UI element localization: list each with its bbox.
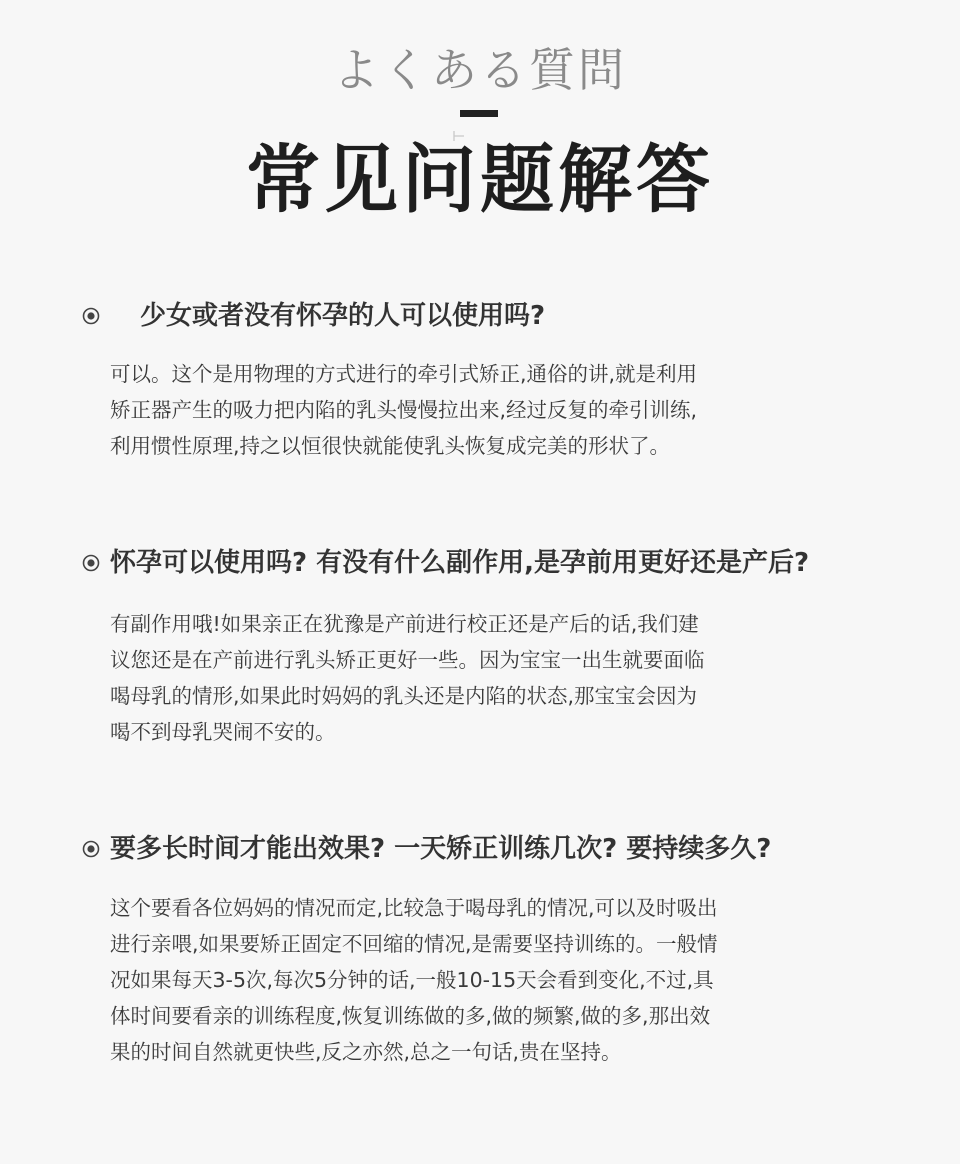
faq-question-text: 少女或者没有怀孕的人可以使用吗?: [140, 301, 546, 331]
faq-answer-3: [110, 890, 810, 1070]
faq-answer-2: [110, 606, 810, 750]
answer-line: 矫正器产生的吸力把内陷的乳头慢慢拉出来,经过反复的牵引训练,: [110, 398, 698, 422]
answer-line: 利用惯性原理,持之以恒很快就能使乳头恢复成完美的形状了。: [110, 434, 671, 458]
answer-line: 况如果每天3-5次,每次5分钟的话,一般10-15天会看到变化,不过,具: [110, 968, 714, 992]
answer-line: 体时间要看亲的训练程度,恢复训练做的多,做的频繁,做的多,那出效: [110, 1004, 711, 1028]
answer-line: 有副作用哦!如果亲正在犹豫是产前进行校正还是产后的话,我们建: [110, 612, 699, 636]
page-title: 常见问题解答: [246, 137, 714, 223]
faq-question-3[interactable]: [82, 829, 771, 869]
answer-line: 喝母乳的情形,如果此时妈妈的乳头还是内陷的状态,那宝宝会因为: [110, 684, 698, 708]
radio-dot-icon: [82, 307, 100, 325]
answer-line: 果的时间自然就更快些,反之亦然,总之一句话,贵在坚持。: [110, 1040, 622, 1064]
answer-line: 进行亲喂,如果要矫正固定不回缩的情况,是需要坚持训练的。一般情: [110, 932, 718, 956]
faq-question-2[interactable]: [82, 543, 809, 583]
faq-question-text: 怀孕可以使用吗? 有没有什么副作用,是孕前用更好还是产后?: [110, 548, 810, 578]
japanese-subtitle: よくある質問: [333, 43, 627, 97]
faq-question-text: 要多长时间才能出效果? 一天矫正训练几次? 要持续多久?: [110, 834, 772, 864]
faq-answer-1: [110, 356, 810, 464]
answer-line: 可以。这个是用物理的方式进行的牵引式矫正,通俗的讲,就是利用: [110, 362, 698, 386]
answer-line: 喝不到母乳哭闹不安的。: [110, 720, 336, 744]
radio-dot-icon: [82, 840, 100, 858]
radio-dot-icon: [82, 554, 100, 572]
faq-question-1[interactable]: [82, 296, 545, 336]
title-divider: [460, 110, 498, 117]
answer-line: 这个要看各位妈妈的情况而定,比较急于喝母乳的情况,可以及时吸出: [110, 896, 718, 920]
answer-line: 议您还是在产前进行乳头矫正更好一些。因为宝宝一出生就要面临: [110, 648, 705, 672]
